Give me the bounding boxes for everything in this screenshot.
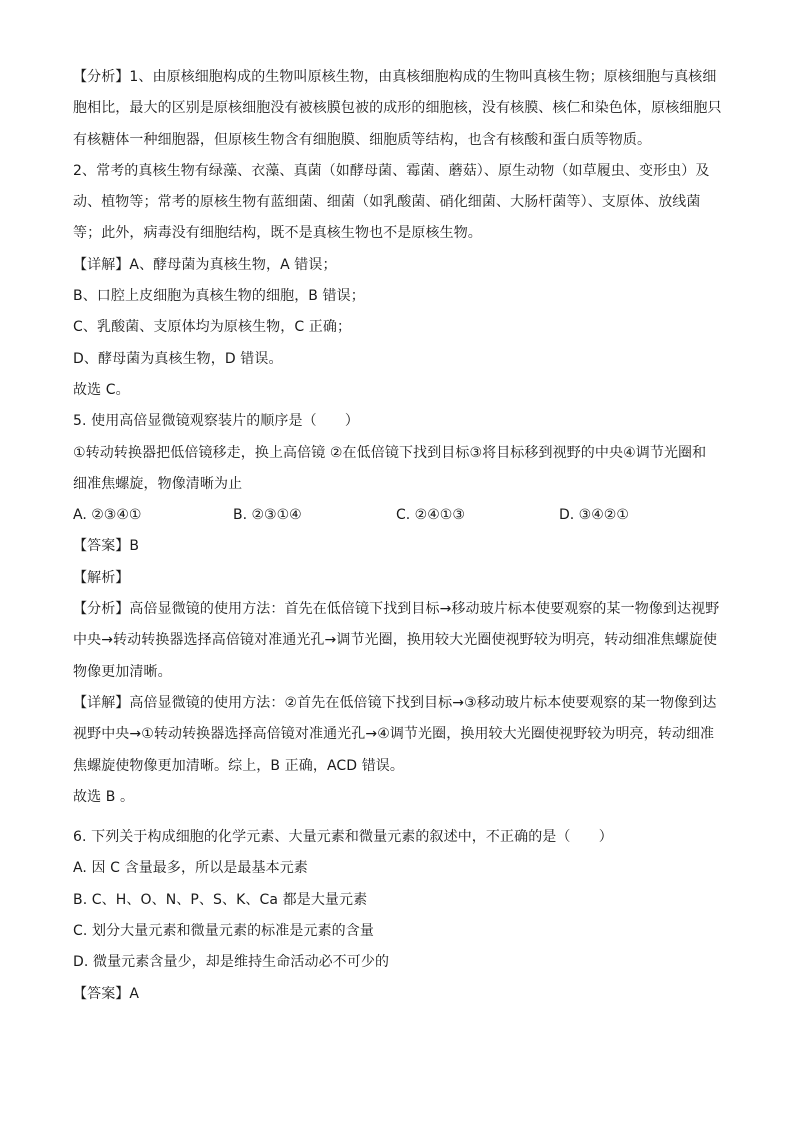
conclusion-line: 故选 B 。: [73, 788, 135, 805]
answer-label: 【答案】B: [73, 538, 140, 555]
text-line: 焦螺旋使物像更加清晰。综上，B 正确，ACD 错误。: [73, 757, 404, 774]
conclusion-line: 故选 C。: [73, 381, 130, 398]
answer-label: 【答案】A: [73, 985, 140, 1002]
option-d: D. 微量元素含量少，却是维持生命活动必不可少的: [73, 954, 390, 971]
text-line: 中央→转动转换器选择高倍镜对准通光孔→调节光圈，换用较大光圈使视野较为明亮，转动细准焦螺旋使: [73, 632, 718, 649]
steps-line: 细准焦螺旋，物像清晰为止: [73, 475, 243, 492]
question-stem: 6. 下列关于构成细胞的化学元素、大量元素和微量元素的叙述中，不正确的是（ ）: [73, 829, 613, 846]
text-line: 【详解】高倍显微镜的使用方法：②首先在低倍镜下找到目标→③移动玻片标本使要观察的某一物像到达: [73, 694, 717, 711]
option-a: A. 因 C 含量最多，所以是最基本元素: [73, 860, 308, 877]
option-a: A. ②③④①: [73, 507, 142, 524]
text-line: D、酵母菌为真核生物，D 错误。: [73, 350, 283, 367]
question-6: [73, 822, 733, 1010]
q4-detail: [73, 250, 733, 406]
text-line: 2、常考的真核生物有绿藻、衣藻、真菌（如酵母菌、霉菌、蘑菇）、原生动物（如草履虫、变形虫）及: [73, 162, 710, 179]
option-c: C. ②④①③: [396, 507, 465, 524]
document-page: [73, 62, 733, 1010]
option-c: C. 划分大量元素和微量元素的标准是元素的含量: [73, 923, 374, 940]
option-b: B. C、H、O、N、P、S、K、Ca 都是大量元素: [73, 891, 368, 908]
text-line: 【详解】A、酵母菌为真核生物，A 错误；: [73, 256, 337, 273]
q4-analysis: [73, 62, 733, 250]
text-line: 动、植物等；常考的原核生物有蓝细菌、细菌（如乳酸菌、硝化细菌、大肠杆菌等）、支原体、放线菌: [73, 194, 701, 211]
text-line: 【分析】高倍显微镜的使用方法：首先在低倍镜下找到目标→移动玻片标本使要观察的某一物像到达视野: [73, 601, 720, 618]
question-5: [73, 406, 733, 813]
text-line: B、口腔上皮细胞为真核生物的细胞，B 错误；: [73, 288, 365, 305]
text-line: 【分析】1、由原核细胞构成的生物叫原核生物，由真核细胞构成的生物叫真核生物；原核细胞与真核细: [73, 69, 717, 85]
options-row: [73, 500, 733, 531]
text-line: 等；此外，病毒没有细胞结构，既不是真核生物也不是原核生物。: [73, 225, 482, 242]
text-line: 视野中央→①转动转换器选择高倍镜对准通光孔→④调节光圈，换用较大光圈使视野较为明亮，转动细准: [73, 726, 715, 743]
question-stem: 5. 使用高倍显微镜观察装片的顺序是（ ）: [73, 413, 360, 430]
option-d: D. ③④②①: [559, 507, 629, 524]
text-line: 物像更加清晰。: [73, 663, 172, 680]
option-b: B. ②③①④: [233, 507, 302, 524]
text-line: 有核糖体一种细胞器，但原核生物含有细胞膜、细胞质等结构，也含有核酸和蛋白质等物质。: [73, 131, 652, 148]
text-line: C、乳酸菌、支原体均为原核生物，C 正确；: [73, 319, 352, 336]
steps-line: ①转动转换器把低倍镜移走，换上高倍镜 ②在低倍镜下找到目标③将目标移到视野的中央④调节光圈和: [73, 444, 707, 461]
text-line: 胞相比，最大的区别是原核细胞没有被核膜包被的成形的细胞核，没有核膜、核仁和染色体，原核细胞只: [73, 100, 722, 117]
parse-label: 【解析】: [73, 569, 130, 586]
